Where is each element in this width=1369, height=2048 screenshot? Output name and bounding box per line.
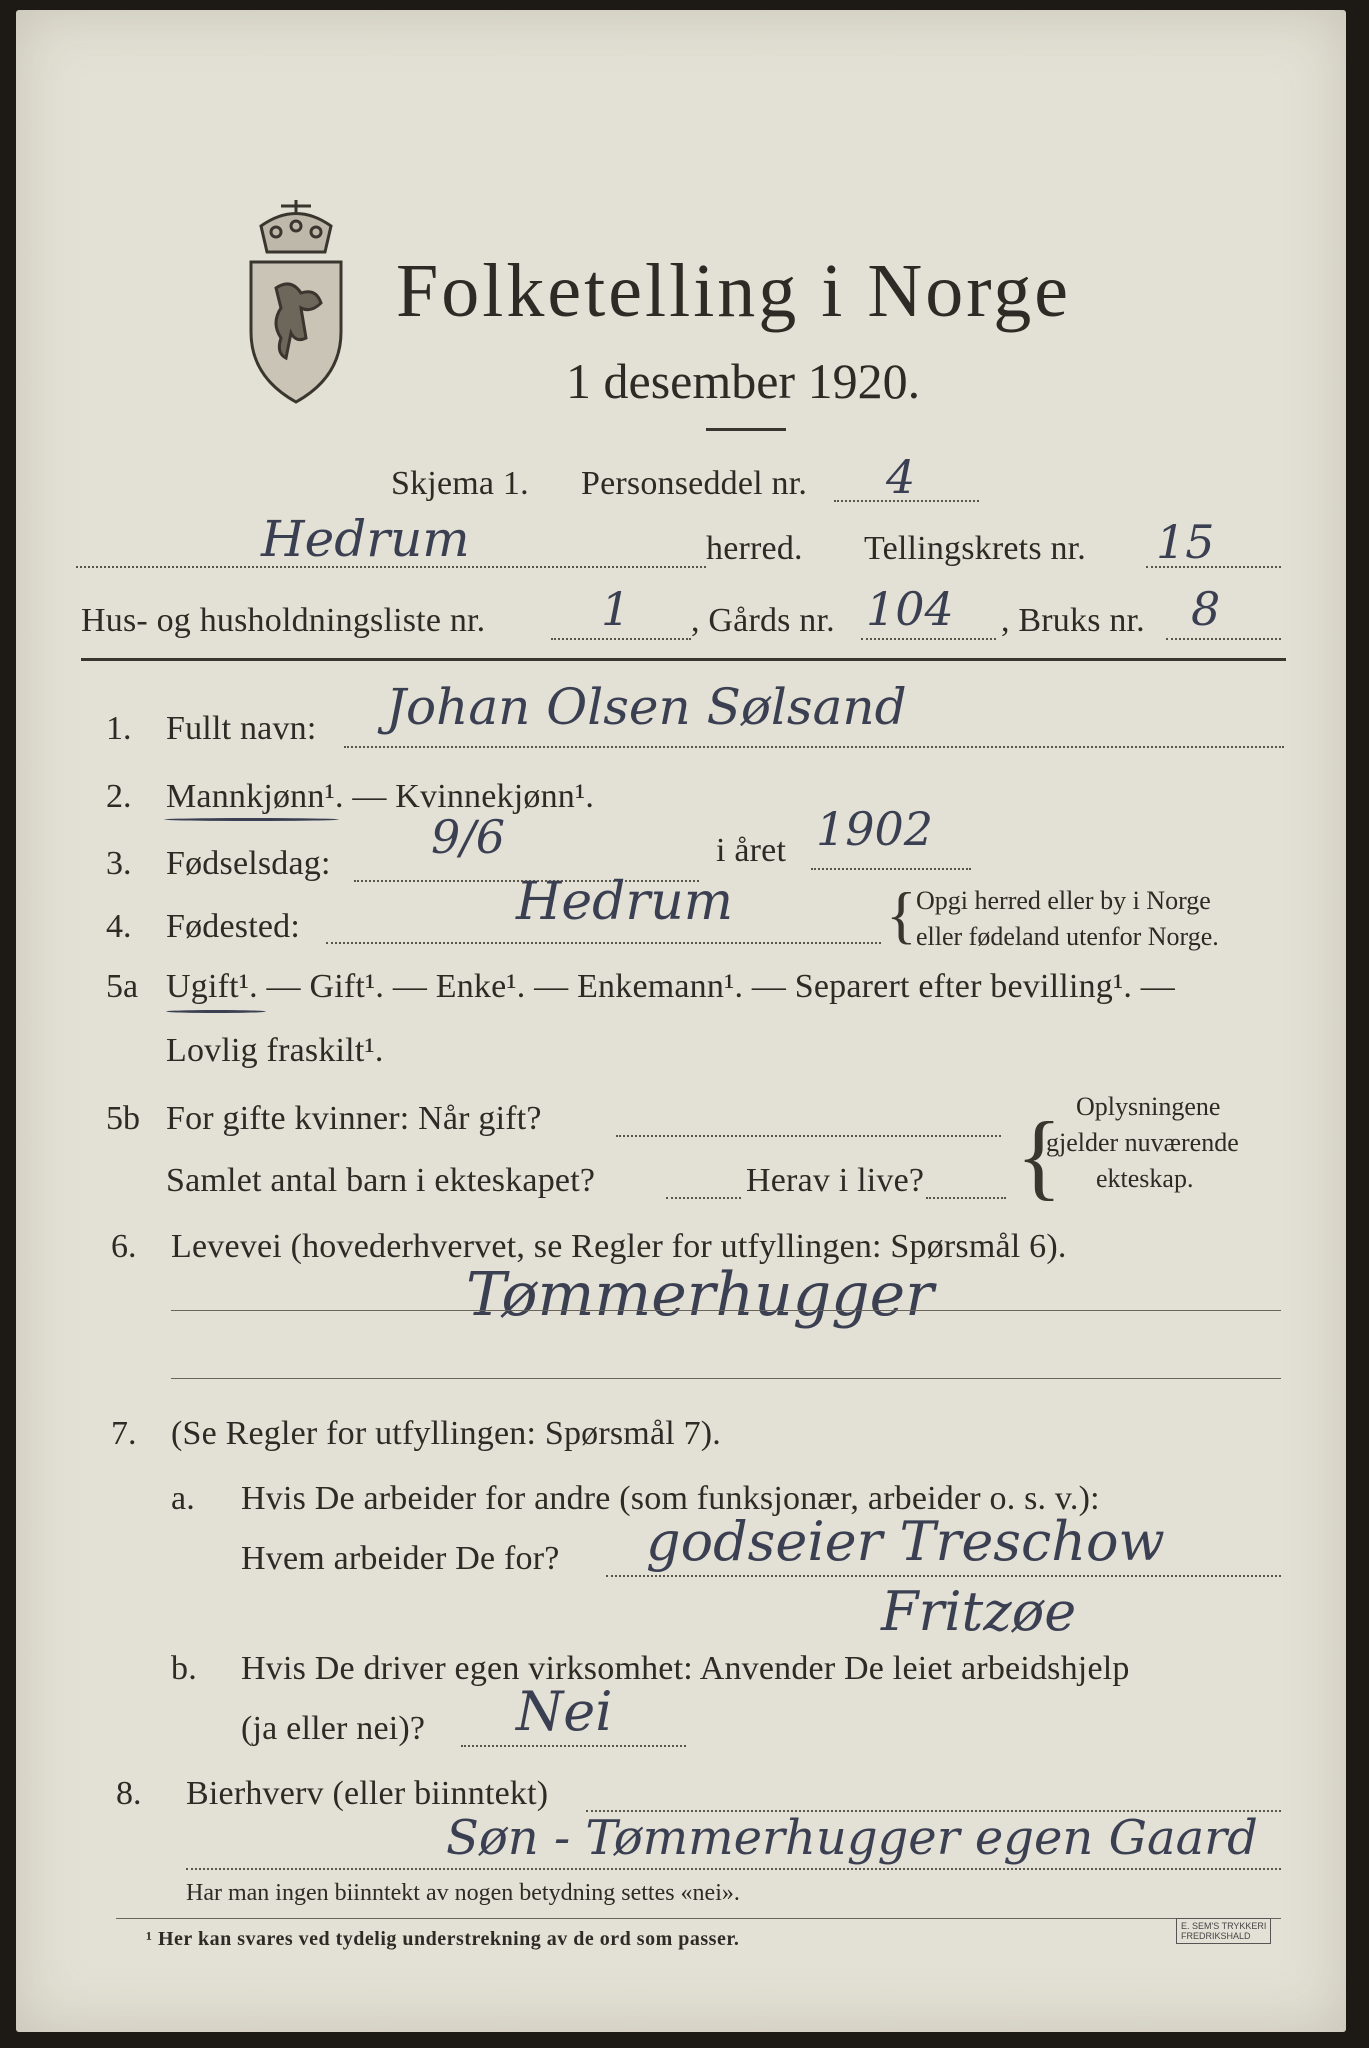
header-divider: [81, 658, 1286, 661]
q1-line: [344, 746, 1284, 748]
q4-brace: {: [886, 879, 917, 950]
form-title: Folketelling i Norge: [396, 249, 1071, 333]
q7a-letter: a.: [171, 1480, 195, 1517]
q4-note-2: eller fødeland utenfor Norge.: [916, 922, 1219, 951]
birthplace-value[interactable]: Hedrum: [516, 872, 734, 932]
herred-line: [76, 566, 706, 568]
printer-stamp-line-1: E. SEM'S TRYKKERI: [1181, 1921, 1267, 1931]
q7b-line: [461, 1745, 686, 1747]
q5b-note-2: gjelder nuværende: [1046, 1128, 1239, 1157]
q2-label: Mannkjønn¹. — Kvinnekjønn¹.: [166, 778, 595, 815]
personseddel-label: Personseddel nr.: [581, 465, 808, 502]
side-income-value[interactable]: Søn - Tømmerhugger egen Gaard: [446, 1810, 1258, 1866]
q5a-mark: [166, 1010, 266, 1013]
q6-label: Levevei (hovederhvervet, se Regler for utfyllingen: Spørsmål 6).: [171, 1228, 1067, 1265]
bruks-value[interactable]: 8: [1191, 582, 1221, 636]
q1-label: Fullt navn:: [166, 710, 317, 747]
q1-number: 1.: [106, 710, 132, 747]
q7b-line-2: (ja eller nei)?: [241, 1710, 426, 1747]
hus-value[interactable]: 1: [601, 582, 631, 636]
q7a-line-2: Hvem arbeider De for?: [241, 1540, 560, 1577]
herred-value[interactable]: Hedrum: [261, 510, 470, 568]
herred-label: herred.: [706, 530, 803, 567]
hus-line: [551, 638, 691, 640]
q3-number: 3.: [106, 845, 132, 882]
hired-help-value[interactable]: Nei: [516, 1680, 613, 1743]
tellingskrets-label: Tellingskrets nr.: [864, 530, 1086, 567]
q5a-number: 5a: [106, 968, 139, 1005]
coat-of-arms-icon: [231, 198, 361, 408]
birthyear-value[interactable]: 1902: [816, 802, 934, 856]
q7-label: (Se Regler for utfyllingen: Spørsmål 7).: [171, 1415, 722, 1452]
gards-label: , Gårds nr.: [691, 602, 835, 639]
q4-label: Fødested:: [166, 908, 301, 945]
title-divider: [706, 428, 786, 431]
census-date: 1 desember 1920.: [566, 353, 921, 409]
printer-stamp-line-2: FREDRIKSHALD: [1181, 1931, 1251, 1941]
employer-value[interactable]: godseier Treschow: [646, 1510, 1165, 1573]
q5b-line-1: For gifte kvinner: Når gift?: [166, 1100, 542, 1137]
q7b-line-1: Hvis De driver egen virksomhet: Anvender De leiet arbeidshjelp: [241, 1650, 1130, 1687]
full-name-value[interactable]: Johan Olsen Sølsand: [386, 678, 907, 736]
q4-note-1: Opgi herred eller by i Norge: [916, 886, 1211, 915]
hus-label: Hus- og husholdningsliste nr.: [81, 602, 486, 639]
q5a-line-2: Lovlig fraskilt¹.: [166, 1032, 384, 1069]
q8-line-2: [186, 1868, 1281, 1870]
q8-note: Har man ingen biinntekt av nogen betydning settes «nei».: [186, 1880, 740, 1906]
q7a-line-1: Hvis De arbeider for andre (som funksjonær, arbeider o. s. v.):: [241, 1480, 1100, 1517]
q7-number: 7.: [111, 1415, 137, 1452]
gards-line: [861, 638, 996, 640]
q6-number: 6.: [111, 1228, 137, 1265]
q4-line: [326, 942, 881, 944]
q5b-when-line: [616, 1135, 1001, 1137]
occupation-value[interactable]: Tømmerhugger: [466, 1260, 934, 1330]
q3-label: Fødselsdag:: [166, 845, 331, 882]
bruks-line: [1166, 638, 1281, 640]
printer-stamp: [1176, 1918, 1271, 1944]
schema-label: Skjema 1.: [391, 465, 529, 502]
q5b-children-line: [666, 1197, 741, 1199]
q6-line-1: [171, 1310, 1281, 1311]
employer-value-2[interactable]: Fritzøe: [881, 1580, 1077, 1643]
q8-number: 8.: [116, 1775, 142, 1812]
q5b-line-2a: Samlet antal barn i ekteskapet?: [166, 1162, 596, 1199]
bruks-label: , Bruks nr.: [1001, 602, 1145, 639]
q7a-line: [606, 1575, 1281, 1577]
q5b-alive-line: [926, 1197, 1006, 1199]
q2-mark: [164, 818, 339, 821]
q5b-note-3: ekteskap.: [1096, 1164, 1194, 1193]
gards-value[interactable]: 104: [866, 582, 954, 636]
q2-number: 2.: [106, 778, 132, 815]
tellingskrets-value[interactable]: 15: [1156, 515, 1215, 569]
footer-divider: [116, 1918, 1281, 1919]
personseddel-value[interactable]: 4: [886, 450, 916, 504]
q5a-line-1: Ugift¹. — Gift¹. — Enke¹. — Enkemann¹. — Separert efter bevilling¹. —: [166, 968, 1175, 1005]
q5b-line-2b: Herav i live?: [746, 1162, 925, 1199]
q6-line-2: [171, 1378, 1281, 1379]
q5b-brace: {: [1016, 1102, 1063, 1209]
q7b-letter: b.: [171, 1650, 197, 1687]
birthdate-value[interactable]: 9/6: [431, 810, 506, 864]
census-form: [16, 10, 1346, 2032]
q4-number: 4.: [106, 908, 132, 945]
footnote: ¹ Her kan svares ved tydelig understrekning av de ord som passer.: [146, 1928, 740, 1950]
q8-label: Bierhverv (eller biinntekt): [186, 1775, 549, 1812]
q3-year-line: [811, 868, 971, 870]
year-label: i året: [716, 832, 787, 869]
q5b-number: 5b: [106, 1100, 140, 1137]
q5b-note-1: Oplysningene: [1076, 1092, 1221, 1121]
